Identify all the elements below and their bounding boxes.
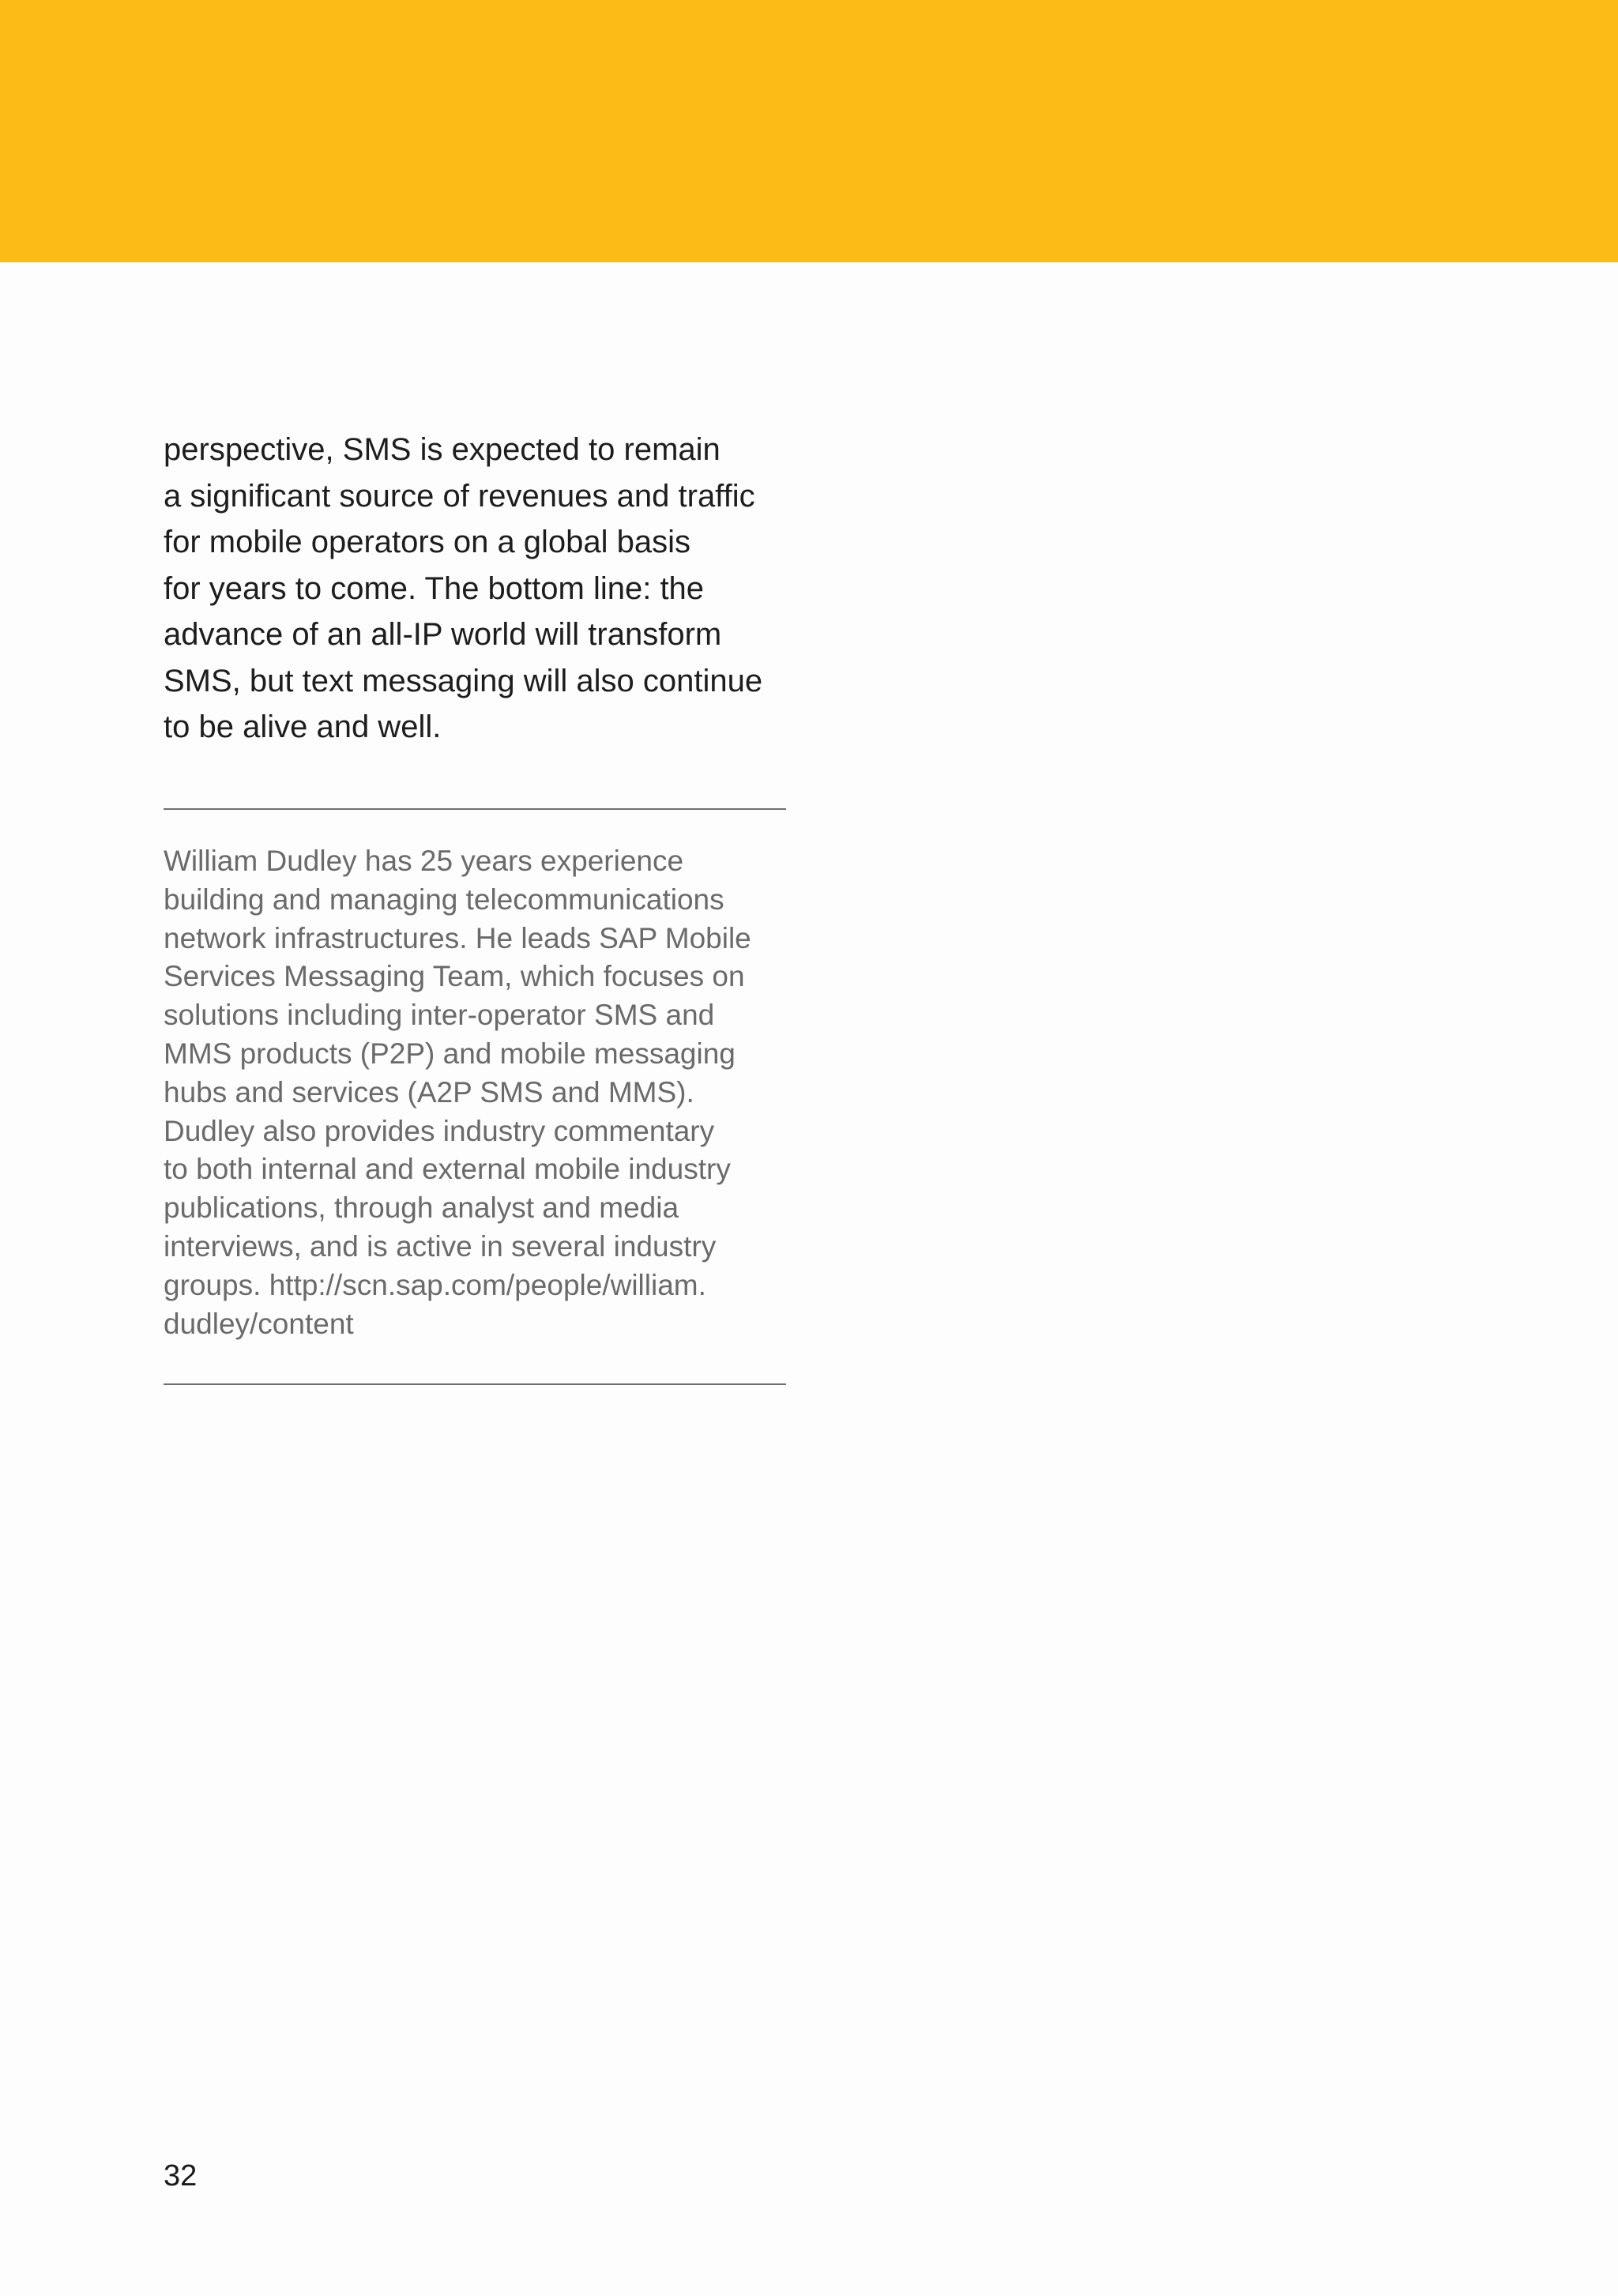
- bio-top-divider: [164, 808, 786, 810]
- bio-line: Dudley also provides industry commentary: [164, 1114, 715, 1147]
- article-line: to be alive and well.: [164, 710, 442, 744]
- bio-link-line[interactable]: groups. http://scn.sap.com/people/william.: [164, 1268, 706, 1301]
- header-color-band: [0, 0, 1618, 262]
- bio-line: William Dudley has 25 years experience: [164, 845, 684, 877]
- bio-link-line[interactable]: dudley/content: [164, 1307, 354, 1340]
- article-line: SMS, but text messaging will also continue: [164, 663, 763, 698]
- page-number: 32: [164, 2159, 198, 2192]
- bio-line: Services Messaging Team, which focuses on: [164, 960, 745, 993]
- article-body: [164, 427, 796, 751]
- article-line: for mobile operators on a global basis: [164, 525, 691, 559]
- author-bio: [164, 842, 796, 1343]
- article-line: advance of an all-IP world will transform: [164, 617, 722, 652]
- article-line: perspective, SMS is expected to remain: [164, 432, 721, 467]
- article-line: a significant source of revenues and traffic: [164, 478, 755, 514]
- bio-line: solutions including inter-operator SMS and: [164, 999, 715, 1032]
- bio-bottom-divider: [164, 1383, 786, 1385]
- bio-line: building and managing telecommunications: [164, 883, 724, 916]
- bio-line: MMS products (P2P) and mobile messaging: [164, 1037, 736, 1070]
- article-line: for years to come. The bottom line: the: [164, 570, 705, 606]
- bio-line: to both internal and external mobile industry: [164, 1153, 731, 1186]
- bio-line: interviews, and is active in several industry: [164, 1229, 717, 1263]
- bio-line: publications, through analyst and media: [164, 1191, 679, 1225]
- bio-line: network infrastructures. He leads SAP Mobile: [164, 921, 751, 954]
- bio-line: hubs and services (A2P SMS and MMS).: [164, 1075, 694, 1108]
